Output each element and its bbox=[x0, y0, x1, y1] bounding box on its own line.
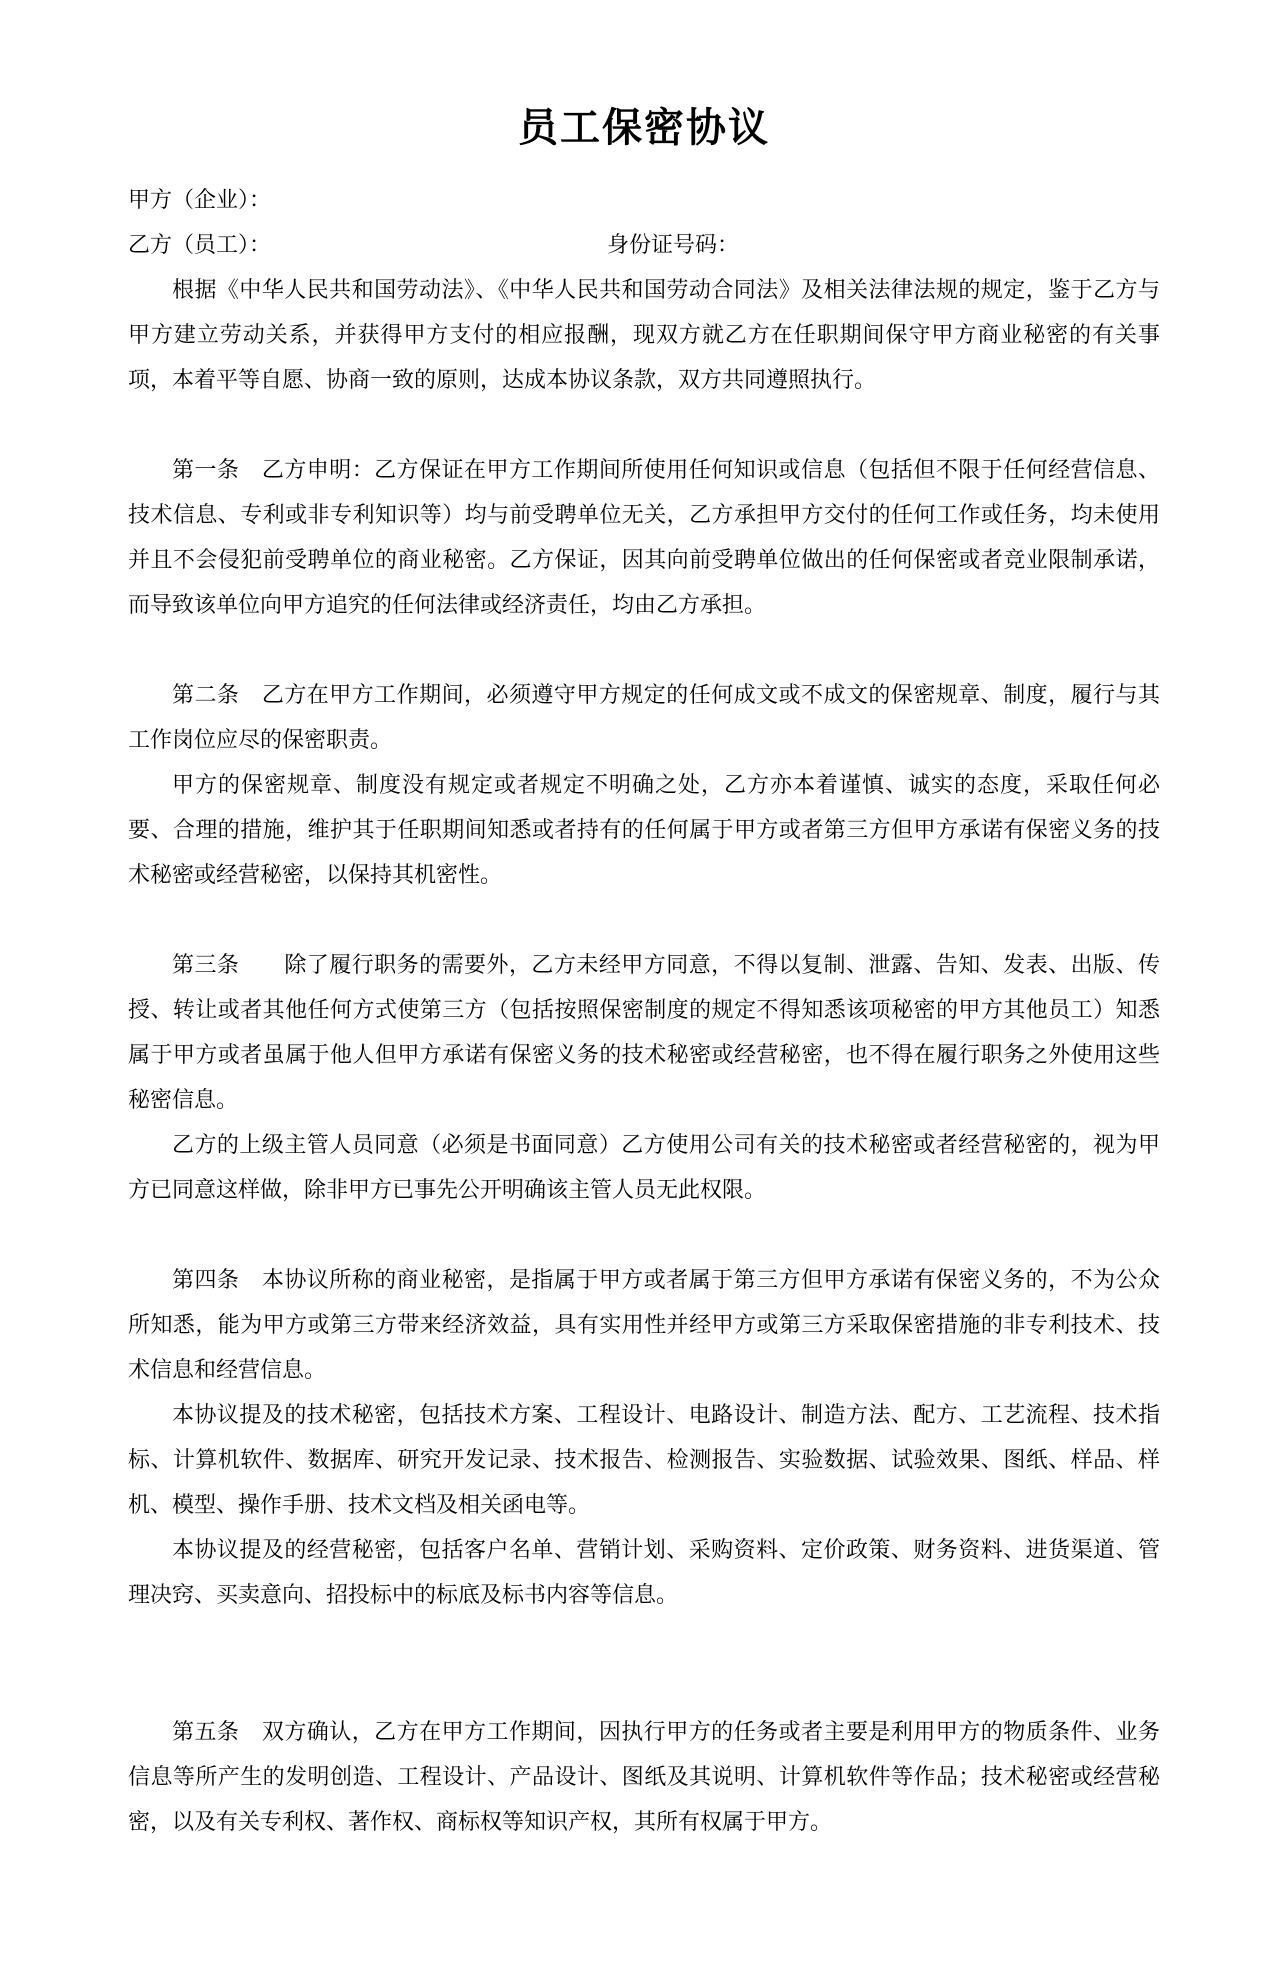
paragraph-article-5: 第五条 双方确认，乙方在甲方工作期间，因执行甲方的任务或者主要是利用甲方的物质条件、业务信息等所产生的发明创造、工程设计、产品设计、图纸及其说明、计算机软件等作品；技术秘密或经营秘密，以及有关专利权、著作权、商标权等知识产权，其所有权属于甲方。 bbox=[128, 1720, 1160, 1835]
id-number-label: 身份证号码： bbox=[607, 233, 740, 258]
party-a-line bbox=[128, 178, 1160, 223]
party-b-line bbox=[128, 223, 1160, 268]
document-title: 员工保密协议 bbox=[518, 105, 770, 151]
paragraph-article-1: 第一条 乙方申明：乙方保证在甲方工作期间所使用任何知识或信息（包括但不限于任何经营信息、技术信息、专利或非专利知识等）均与前受聘单位无关，乙方承担甲方交付的任何工作或任务，均未使用并且不会侵犯前受聘单位的商业秘密。乙方保证，因其向前受聘单位做出的任何保密或者竞业限制承诺，而导致该单位向甲方追究的任何法律或经济责任，均由乙方承担。 bbox=[128, 458, 1160, 618]
paragraph-intro: 根据《中华人民共和国劳动法》、《中华人民共和国劳动合同法》及相关法律法规的规定，鉴于乙方与甲方建立劳动关系，并获得甲方支付的相应报酬，现双方就乙方在任职期间保守甲方商业秘密的有关事项，本着平等自愿、协商一致的原则，达成本协议条款，双方共同遵照执行。 bbox=[128, 278, 1160, 393]
paragraph-article-2-continuation: 甲方的保密规章、制度没有规定或者规定不明确之处，乙方亦本着谨慎、诚实的态度，采取任何必要、合理的措施，维护其于任职期间知悉或者持有的任何属于甲方或者第三方但甲方承诺有保密义务的技术秘密或经营秘密，以保持其机密性。 bbox=[128, 773, 1160, 888]
paragraph-article-3-continuation: 乙方的上级主管人员同意（必须是书面同意）乙方使用公司有关的技术秘密或者经营秘密的，视为甲方已同意这样做，除非甲方已事先公开明确该主管人员无此权限。 bbox=[128, 1133, 1160, 1203]
party-b-label: 乙方（员工）： bbox=[128, 233, 272, 258]
paragraph-article-4-technical-secrets: 本协议提及的技术秘密，包括技术方案、工程设计、电路设计、制造方法、配方、工艺流程、技术指标、计算机软件、数据库、研究开发记录、技术报告、检测报告、实验数据、试验效果、图纸、样品、样机、模型、操作手册、技术文档及相关函电等。 bbox=[128, 1403, 1160, 1518]
paragraph-article-2: 第二条 乙方在甲方工作期间，必须遵守甲方规定的任何成文或不成文的保密规章、制度，履行与其工作岗位应尽的保密职责。 bbox=[128, 683, 1160, 753]
paragraph-article-4: 第四条 本协议所称的商业秘密，是指属于甲方或者属于第三方但甲方承诺有保密义务的，不为公众所知悉，能为甲方或第三方带来经济效益，具有实用性并经甲方或第三方采取保密措施的非专利技术、技术信息和经营信息。 bbox=[128, 1268, 1160, 1383]
paragraph-article-3: 第三条 除了履行职务的需要外，乙方未经甲方同意，不得以复制、泄露、告知、发表、出版、传授、转让或者其他任何方式使第三方（包括按照保密制度的规定不得知悉该项秘密的甲方其他员工）知悉属于甲方或者虽属于他人但甲方承诺有保密义务的技术秘密或经营秘密，也不得在履行职务之外使用这些秘密信息。 bbox=[128, 953, 1160, 1113]
party-a-label: 甲方（企业）： bbox=[128, 188, 272, 213]
paragraph-article-4-business-secrets: 本协议提及的经营秘密，包括客户名单、营销计划、采购资料、定价政策、财务资料、进货渠道、管理决窍、买卖意向、招投标中的标底及标书内容等信息。 bbox=[128, 1538, 1160, 1608]
